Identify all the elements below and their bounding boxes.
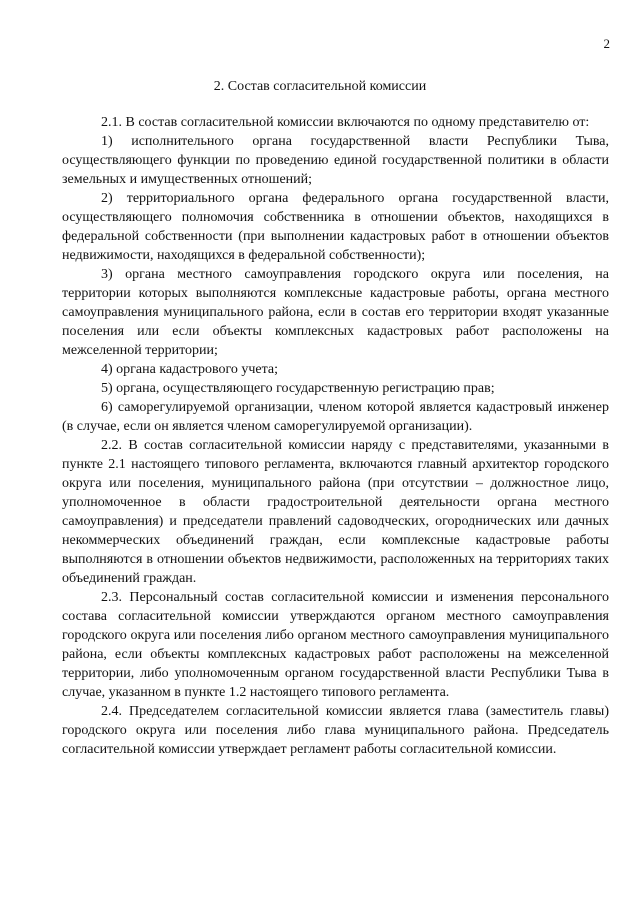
paragraph-2-2: 2.2. В состав согласительной комиссии наряду с представителями, указанными в пункте 2.1 настоящего типового регламента, включаются главный архитектор городского округа или поселения, муниципального района (при отсутствии – должностное лицо, уполномоченное в области градостроительной деятельности органа местного самоуправления) и председатели правлений садоводческих, огороднических или дачных некоммерческих объединений граждан, если комплексные кадастровые работы выполняются в отношении объектов недвижимости, расположенных на территориях таких объединений граждан. (62, 438, 609, 586)
list-item-4: 4) органа кадастрового учета; (101, 362, 279, 377)
paragraph-2-3: 2.3. Персональный состав согласительной комиссии и изменения персонального состава согласительной комиссии утверждаются органом местного самоуправления городского округа или поселения либо органом местного самоуправления муниципального района, если объекты комплексных кадастровых работ расположены на межселенной территории, либо уполномоченным органом государственной власти Республики Тыва в случае, указанном в пункте 1.2 настоящего типового регламента. (62, 590, 609, 700)
list-item-1: 1) исполнительного органа государственной власти Республики Тыва, осуществляющего функции по проведению единой государственной политики в области земельных и имущественных отношений; (62, 134, 609, 187)
list-item-3: 3) органа местного самоуправления городского округа или поселения, на территории которых выполняются комплексные кадастровые работы, органа местного самоуправления муниципального района, если в состав его территории входят указанные поселения или если объекты комплексных кадастровых работ расположены на межселенной территории; (62, 267, 609, 358)
section-body (62, 113, 609, 759)
paragraph-2-1: 2.1. В состав согласительной комиссии включаются по одному представителю от: (101, 115, 590, 130)
section-title: 2. Состав согласительной комиссии (213, 79, 427, 94)
list-item-6: 6) саморегулируемой организации, членом которой является кадастровый инженер (в случае, если он является членом саморегулируемой организации). (62, 400, 609, 434)
paragraph-2-4: 2.4. Председателем согласительной комиссии является глава (заместитель главы) городского округа или поселения либо глава муниципального района. Председатель согласительной комиссии утверждает регламент работы согласительной комиссии. (62, 704, 609, 757)
list-item-2: 2) территориального органа федерального органа государственной власти, осуществляющего полномочия собственника в отношении объектов, находящихся в федеральной собственности (при выполнении кадастровых работ в отношении объектов недвижимости, находящихся в федеральной собственности); (62, 191, 609, 263)
page-number: 2 (603, 36, 610, 51)
list-item-5: 5) органа, осуществляющего государственную регистрацию прав; (101, 381, 495, 396)
